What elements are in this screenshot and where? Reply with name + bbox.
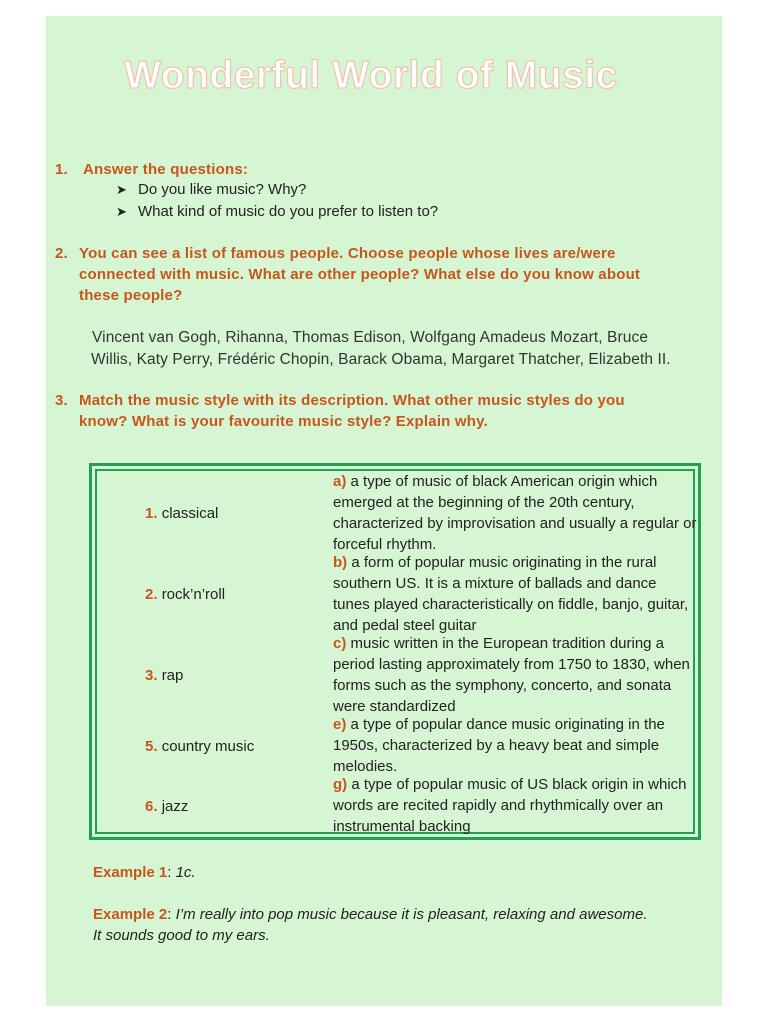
question-3-line: Match the music style with its description. What other music styles do you — [79, 392, 625, 409]
bullet-item — [116, 201, 438, 222]
question-3-number: 3. — [55, 392, 68, 409]
bullet-item — [116, 179, 306, 200]
description-a — [333, 471, 745, 555]
description-line: words are recited rapidly and rhythmically over an — [333, 797, 664, 814]
description-c — [333, 633, 745, 717]
style-item — [145, 667, 183, 684]
description-letter: b) — [333, 554, 348, 571]
example-text: I’m really into pop music because it is pleasant, relaxing and awesome. — [175, 906, 648, 923]
description-line: and pedal steel guitar — [333, 617, 477, 634]
people-line: Willis, Katy Perry, Frédéric Chopin, Barack Obama, Margaret Thatcher, Elizabeth II. — [91, 351, 671, 368]
description-line: 1950s, characterized by a heavy beat and simple — [333, 737, 660, 754]
style-item — [145, 505, 218, 522]
style-number: 2. — [145, 586, 158, 603]
description-b — [333, 552, 745, 636]
question-1-heading: Answer the questions: — [83, 161, 249, 178]
style-number: 1. — [145, 505, 158, 522]
arrow-bullet-icon: ➤ — [116, 204, 127, 219]
famous-people-list — [92, 327, 722, 371]
description-line: a type of music of black American origin which — [350, 473, 658, 490]
question-1-number: 1. — [55, 161, 68, 178]
description-letter: g) — [333, 776, 348, 793]
description-line: emerged at the beginning of the 20th century, — [333, 494, 635, 511]
description-line: a form of popular music originating in the rural — [351, 554, 657, 571]
question-2-line: connected with music. What are other people? What else do you know about — [79, 266, 641, 283]
example-text: It sounds good to my ears. — [93, 927, 270, 944]
example-1 — [93, 862, 718, 883]
style-name: classical — [161, 505, 219, 522]
description-line: a type of popular music of US black origin in which — [351, 776, 687, 793]
example-2 — [93, 904, 718, 946]
question-2-line: these people? — [79, 287, 183, 304]
style-name: rock’n’roll — [161, 586, 226, 603]
description-letter: c) — [333, 635, 347, 652]
arrow-bullet-icon: ➤ — [116, 182, 127, 197]
style-number: 3. — [145, 667, 158, 684]
style-item — [145, 798, 188, 815]
matching-table — [89, 463, 701, 840]
style-name: rap — [161, 667, 184, 684]
example-colon: : — [167, 906, 172, 923]
description-line: a type of popular dance music originating in the — [350, 716, 665, 733]
page-title: Wonderful World of Music — [124, 54, 618, 97]
description-letter: a) — [333, 473, 347, 490]
example-label: Example 1 — [93, 864, 168, 881]
example-colon: : — [167, 864, 172, 881]
description-line: instrumental backing — [333, 818, 471, 835]
description-line: characterized by improvisation and usually a regular or — [333, 515, 697, 532]
bullet-text: Do you like music? Why? — [138, 181, 307, 198]
style-name: country music — [161, 738, 255, 755]
worksheet — [46, 16, 722, 1006]
description-letter: e) — [333, 716, 347, 733]
style-item — [145, 586, 225, 603]
question-2-number: 2. — [55, 245, 68, 262]
style-number: 5. — [145, 738, 158, 755]
people-line: Vincent van Gogh, Rihanna, Thomas Edison, Wolfgang Amadeus Mozart, Bruce — [92, 329, 649, 346]
description-e — [333, 714, 745, 777]
description-line: were standardized — [333, 698, 456, 715]
style-number: 6. — [145, 798, 158, 815]
description-line: forms such as the symphony, concerto, and sonata — [333, 677, 672, 694]
style-name: jazz — [161, 798, 189, 815]
example-text: 1c. — [175, 864, 196, 881]
example-label: Example 2 — [93, 906, 168, 923]
description-line: melodies. — [333, 758, 398, 775]
style-item — [145, 738, 254, 755]
question-2-line: You can see a list of famous people. Choose people whose lives are/were — [79, 245, 616, 262]
description-line: tunes played characteristically on fiddle, banjo, guitar, — [333, 596, 689, 613]
bullet-text: What kind of music do you prefer to listen to? — [138, 203, 439, 220]
description-line: music written in the European tradition during a — [350, 635, 665, 652]
description-line: period lasting approximately from 1750 to 1830, when — [333, 656, 690, 673]
description-g — [333, 774, 745, 837]
description-line: southern US. It is a mixture of ballads and dance — [333, 575, 657, 592]
description-line: forceful rhythm. — [333, 536, 437, 553]
question-3-line: know? What is your favourite music style? Explain why. — [79, 413, 488, 430]
